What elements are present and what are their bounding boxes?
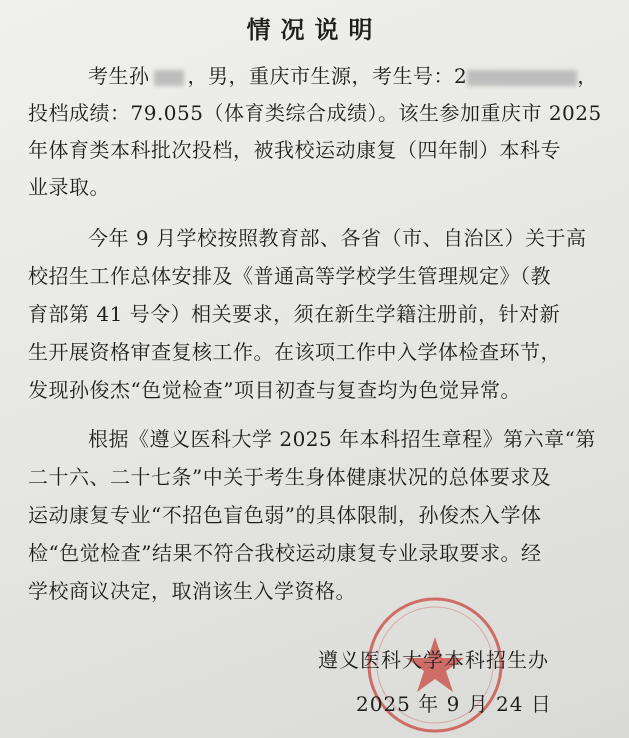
body-line: 业录取。: [28, 175, 110, 199]
redacted-id: [467, 70, 577, 86]
body-line: 今年 9 月学校按照教育部、各省（市、自治区）关于高: [88, 226, 587, 250]
signature: 遵义医科大学本科招生办: [318, 648, 549, 672]
body-line: 根据《遵义医科大学 2025 年本科招生章程》第六章“第: [88, 427, 596, 451]
body-line: 发现孙俊杰“色觉检查”项目初查与复查均为色觉异常。: [28, 378, 521, 402]
body-line: 投档成绩：79.055（体育类综合成绩）。该生参加重庆市 2025: [28, 101, 602, 125]
redacted-name: [154, 70, 184, 86]
body-line: 生开展资格审查复核工作。在该项工作中入学体检查环节，: [28, 340, 561, 364]
date: 2025 年 9 月 24 日: [356, 692, 552, 716]
document-title: 情况说明: [246, 16, 383, 44]
body-line: 学校商议决定，取消该生入学资格。: [28, 579, 356, 603]
body-line: 校招生工作总体安排及《普通高等学校学生管理规定》（教: [28, 264, 551, 288]
body-line: 考生孙 ，男，重庆市生源，考生号：2 ，: [88, 64, 598, 88]
body-line: 二十六、二十七条”中关于考生身体健康状况的总体要求及: [28, 465, 552, 489]
body-line: 检“色觉检查”结果不符合我校运动康复专业录取要求。经: [28, 541, 542, 565]
body-line: 育部第 41 号令）相关要求，须在新生学籍注册前，针对新: [28, 302, 561, 326]
body-line: 运动康复专业“不招色盲色弱”的具体限制，孙俊杰入学体: [28, 503, 542, 527]
body-line: 年体育类本科批次投档，被我校运动康复（四年制）本科专: [28, 138, 561, 162]
